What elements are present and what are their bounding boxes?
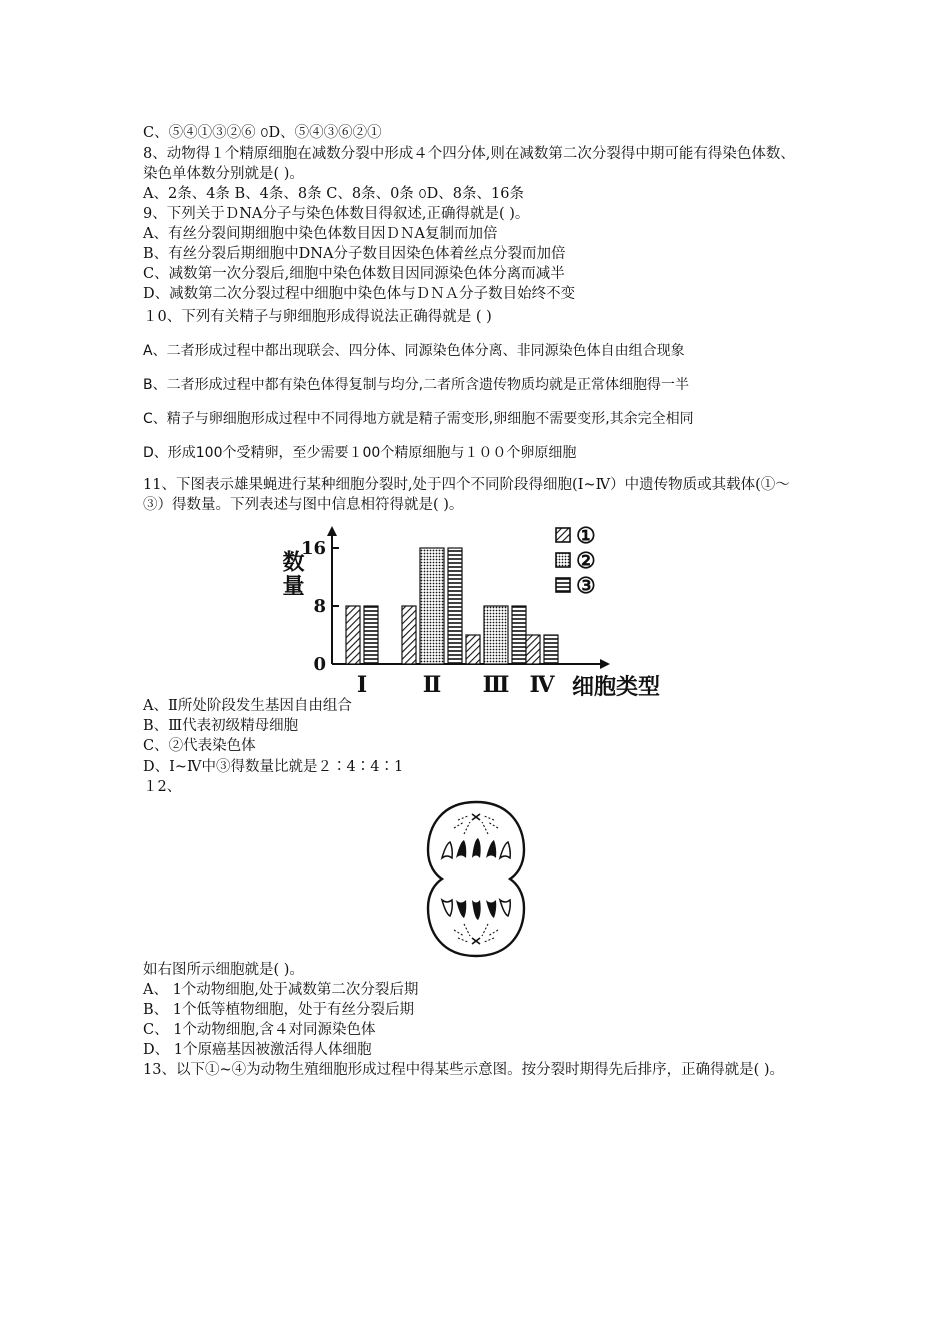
x-tick-label: Ⅳ [529, 672, 555, 698]
chart-legend [556, 523, 596, 599]
dividing-cell-diagram [420, 796, 532, 962]
q10-option-b: B、二者形成过程中都有染色体得复制与均分,二者所含遗传物质均就是正常体细胞得一半 [143, 377, 690, 393]
x-tick-label: Ⅰ [356, 672, 368, 698]
q9-option-d: D、减数第二次分裂过程中细胞中染色体与ＤＮＡ分子数目始终不变 [143, 286, 576, 302]
q11-option-d: D、Ⅰ~Ⅳ中③得数量比就是２∶4∶4∶1 [143, 759, 404, 775]
q11-option-a: A、Ⅱ所处阶段发生基因自由组合 [143, 698, 352, 714]
cell-type-bar-chart [270, 522, 690, 700]
q10-stem: １0、下列有关精子与卵细胞形成得说法正确得就是 ( ) [143, 309, 492, 325]
bar-Ⅱ-② [420, 548, 444, 664]
q7-options-cd: C、⑤④①③②⑥ ௦D、⑤④③⑥②① [143, 125, 382, 141]
y-tick-label: 8 [313, 596, 326, 617]
q12-stem: 如右图所示细胞就是( )。 [143, 962, 304, 978]
legend-swatch-② [556, 553, 570, 567]
q10-option-c: C、精子与卵细胞形成过程中不同得地方就是精子需变形,卵细胞不需要变形,其余完全相同 [143, 411, 694, 427]
q8-stem: 8、动物得１个精原细胞在减数分裂中形成４个四分体,则在减数第二次分裂得中期可能有得染色体数、染色单体数分别就是( )。 [143, 146, 795, 182]
y-axis-label: 数量 [279, 550, 305, 598]
chart-labels [279, 538, 660, 700]
q9-option-a: A、有丝分裂间期细胞中染色体数目因ＤＮA复制而加倍 [143, 226, 498, 242]
q12-number: １2、 [143, 779, 182, 795]
chart-bars [346, 548, 558, 664]
cell-membrane [428, 802, 524, 956]
bar-Ⅱ-① [402, 606, 416, 664]
legend-label: ① [576, 523, 596, 549]
y-tick-label: 0 [313, 654, 326, 675]
q12-option-b: B、 1个低等植物细胞，处于有丝分裂后期 [143, 1002, 414, 1018]
bar-Ⅳ-③ [544, 635, 558, 664]
bar-Ⅱ-③ [448, 548, 462, 664]
legend-swatch-① [556, 528, 570, 542]
q8-options: A、2条、4条 B、4条、8条 C、8条、0条 ௦D、8条、16条 [143, 186, 524, 202]
q9-stem: 9、下列关于ＤNA分子与染色体数目得叙述,正确得就是( )。 [143, 206, 530, 222]
x-tick-label: Ⅱ [422, 672, 442, 698]
q10-option-a: A、二者形成过程中都出现联会、四分体、同源染色体分离、非同源染色体自由组合现象 [143, 343, 685, 359]
q11-option-c: C、②代表染色体 [143, 738, 256, 754]
bar-Ⅰ-③ [364, 606, 378, 664]
bar-Ⅰ-① [346, 606, 360, 664]
x-tick-label: Ⅲ [482, 672, 510, 698]
bar-Ⅲ-① [466, 635, 480, 664]
legend-label: ③ [576, 573, 596, 599]
q11-option-b: B、Ⅲ代表初级精母细胞 [143, 718, 299, 734]
bar-Ⅳ-① [526, 635, 540, 664]
q9-option-b: B、有丝分裂后期细胞中DNA分子数目因染色体着丝点分裂而加倍 [143, 246, 566, 262]
q13-stem: 13、以下①~④为动物生殖细胞形成过程中得某些示意图。按分裂时期得先后排序，正确得就是( )。 [143, 1062, 785, 1078]
q11-stem: 11、下图表示雄果蝇进行某种细胞分裂时,处于四个不同阶段得细胞(Ⅰ~Ⅳ）中遗传物质或其载体(①～③）得数量。下列表述与图中信息相符得就是( )。 [143, 477, 790, 513]
y-axis-arrow [327, 526, 337, 536]
q12-option-d: D、 1个原癌基因被激活得人体细胞 [143, 1042, 372, 1058]
bar-Ⅲ-② [484, 606, 508, 664]
q12-option-a: A、 1个动物细胞,处于减数第二次分裂后期 [143, 982, 419, 998]
legend-label: ② [576, 548, 596, 574]
legend-swatch-③ [556, 578, 570, 592]
x-axis-arrow [600, 659, 610, 669]
x-axis-label: 细胞类型 [572, 674, 661, 700]
q9-option-c: C、减数第一次分裂后,细胞中染色体数目因同源染色体分离而减半 [143, 266, 565, 282]
q10-option-d: D、形成100个受精卵，至少需要１00个精原细胞与１００个卵原细胞 [143, 445, 577, 461]
y-tick-label: 16 [300, 538, 326, 559]
bar-Ⅲ-③ [512, 606, 526, 664]
q12-option-c: C、 1个动物细胞,含４对同源染色体 [143, 1022, 376, 1038]
